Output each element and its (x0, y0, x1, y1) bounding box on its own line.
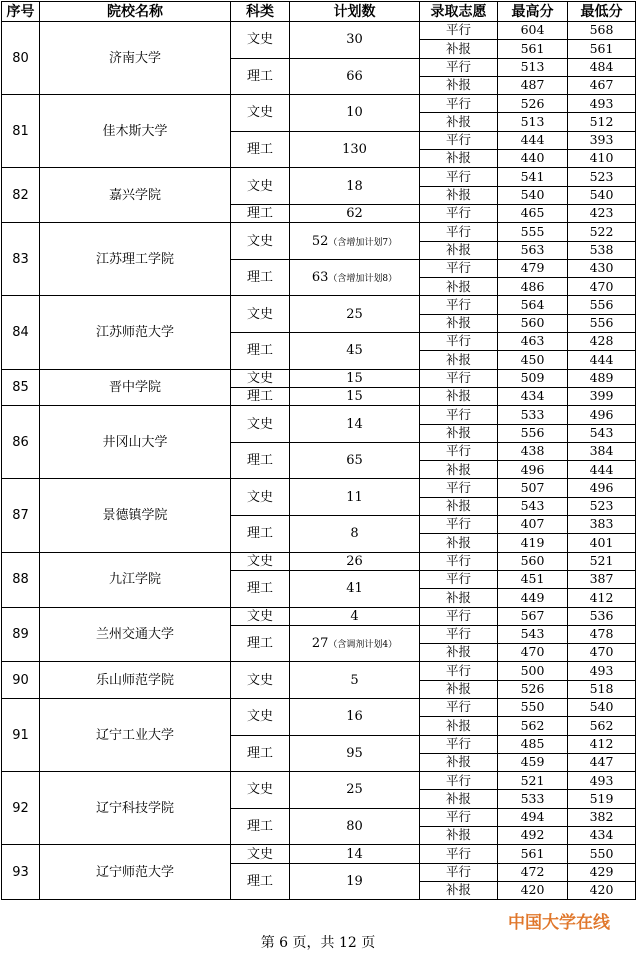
school-name: 辽宁师范大学 (40, 845, 231, 900)
plan-cell (290, 369, 420, 387)
min-score-cell: 523 (568, 168, 636, 186)
table-body (2, 22, 636, 900)
max-score-cell: 543 (498, 625, 568, 643)
category-cell: 文史 (231, 22, 290, 59)
plan-cell (290, 22, 420, 59)
max-score-cell: 440 (498, 150, 568, 168)
max-score-cell: 479 (498, 259, 568, 277)
category-cell: 理工 (231, 516, 290, 553)
category-cell: 理工 (231, 58, 290, 95)
max-score-cell: 434 (498, 387, 568, 405)
max-score-cell: 449 (498, 589, 568, 607)
choice-cell: 平行 (420, 131, 498, 149)
table-row (2, 223, 636, 241)
max-score-cell: 463 (498, 333, 568, 351)
max-score-cell: 564 (498, 296, 568, 314)
max-score-cell: 509 (498, 369, 568, 387)
choice-cell: 补报 (420, 881, 498, 899)
admission-table (1, 1, 636, 900)
choice-cell: 平行 (420, 552, 498, 570)
table-row (2, 168, 636, 186)
category-cell: 文史 (231, 168, 290, 205)
school-name: 辽宁科技学院 (40, 772, 231, 845)
plan-number: 63 (311, 270, 329, 286)
max-score-cell: 451 (498, 570, 568, 588)
min-score-cell: 423 (568, 204, 636, 222)
plan-cell (290, 863, 420, 900)
max-score-cell: 561 (498, 40, 568, 58)
category-cell: 文史 (231, 95, 290, 132)
max-score-cell: 560 (498, 552, 568, 570)
plan-cell (290, 406, 420, 443)
max-score-cell: 560 (498, 314, 568, 332)
category-cell: 文史 (231, 772, 290, 809)
max-score-cell: 526 (498, 680, 568, 698)
min-score-cell: 444 (568, 351, 636, 369)
school-seq: 92 (2, 772, 40, 845)
plan-number: 4 (350, 608, 359, 624)
choice-cell: 平行 (420, 845, 498, 863)
plan-number: 130 (342, 142, 367, 158)
school-name: 济南大学 (40, 22, 231, 95)
min-score-cell: 384 (568, 442, 636, 460)
category-cell: 理工 (231, 387, 290, 405)
min-score-cell: 430 (568, 259, 636, 277)
school-seq: 93 (2, 845, 40, 900)
max-score-cell: 550 (498, 698, 568, 716)
plan-cell (290, 607, 420, 625)
choice-cell: 平行 (420, 406, 498, 424)
max-score-cell: 486 (498, 278, 568, 296)
category-cell: 文史 (231, 369, 290, 387)
choice-cell: 补报 (420, 827, 498, 845)
table-row (2, 552, 636, 570)
min-score-cell: 518 (568, 680, 636, 698)
school-seq: 89 (2, 607, 40, 662)
plan-note: （含调剂计划4） (328, 640, 398, 651)
min-score-cell: 383 (568, 516, 636, 534)
max-score-cell: 533 (498, 790, 568, 808)
plan-number: 15 (346, 389, 363, 405)
choice-cell: 平行 (420, 735, 498, 753)
school-name: 九江学院 (40, 552, 231, 607)
min-score-cell: 429 (568, 863, 636, 881)
plan-cell (290, 662, 420, 699)
category-cell: 理工 (231, 625, 290, 662)
plan-number: 11 (346, 489, 363, 505)
table-row (2, 22, 636, 40)
plan-cell (290, 552, 420, 570)
choice-cell: 平行 (420, 333, 498, 351)
max-score-cell: 419 (498, 534, 568, 552)
school-name: 晋中学院 (40, 369, 231, 406)
school-name: 乐山师范学院 (40, 662, 231, 699)
choice-cell: 补报 (420, 278, 498, 296)
table-row (2, 296, 636, 314)
min-score-cell: 470 (568, 644, 636, 662)
category-cell: 文史 (231, 607, 290, 625)
choice-cell: 平行 (420, 570, 498, 588)
plan-number: 5 (350, 672, 359, 688)
school-name: 井冈山大学 (40, 406, 231, 479)
category-cell: 理工 (231, 333, 290, 370)
max-score-cell: 496 (498, 461, 568, 479)
max-score-cell: 450 (498, 351, 568, 369)
table-row (2, 479, 636, 497)
choice-cell: 平行 (420, 369, 498, 387)
category-cell: 理工 (231, 570, 290, 607)
school-seq: 84 (2, 296, 40, 369)
min-score-cell: 401 (568, 534, 636, 552)
min-score-cell: 420 (568, 881, 636, 899)
category-cell: 理工 (231, 204, 290, 222)
max-score-cell: 543 (498, 497, 568, 515)
plan-number: 15 (346, 370, 363, 386)
plan-number: 52 (311, 233, 329, 249)
plan-note: （含增加计划7） (328, 237, 398, 248)
table-row (2, 772, 636, 790)
max-score-cell: 465 (498, 204, 568, 222)
min-score-cell: 562 (568, 717, 636, 735)
school-name: 景德镇学院 (40, 479, 231, 552)
max-score-cell: 459 (498, 753, 568, 771)
plan-cell (290, 387, 420, 405)
choice-cell: 补报 (420, 424, 498, 442)
min-score-cell: 493 (568, 772, 636, 790)
min-score-cell: 412 (568, 735, 636, 753)
plan-number: 25 (346, 306, 363, 322)
choice-cell: 补报 (420, 680, 498, 698)
school-seq: 87 (2, 479, 40, 552)
school-seq: 88 (2, 552, 40, 607)
plan-note: （含增加计划8） (328, 274, 398, 285)
max-score-cell: 420 (498, 881, 568, 899)
table-row (2, 406, 636, 424)
plan-number: 25 (346, 782, 363, 798)
category-cell: 文史 (231, 479, 290, 516)
max-score-cell: 407 (498, 516, 568, 534)
header-max-score: 最高分 (498, 2, 568, 22)
table-row (2, 698, 636, 716)
plan-number: 45 (346, 343, 363, 359)
plan-number: 18 (346, 178, 363, 194)
plan-number: 30 (346, 32, 363, 48)
category-cell: 文史 (231, 552, 290, 570)
plan-number: 16 (346, 709, 363, 725)
max-score-cell: 541 (498, 168, 568, 186)
choice-cell: 平行 (420, 223, 498, 241)
category-cell: 理工 (231, 808, 290, 845)
choice-cell: 平行 (420, 516, 498, 534)
min-score-cell: 521 (568, 552, 636, 570)
max-score-cell: 556 (498, 424, 568, 442)
school-seq: 82 (2, 168, 40, 223)
plan-cell (290, 698, 420, 735)
choice-cell: 补报 (420, 314, 498, 332)
min-score-cell: 387 (568, 570, 636, 588)
choice-cell: 补报 (420, 497, 498, 515)
max-score-cell: 567 (498, 607, 568, 625)
min-score-cell: 434 (568, 827, 636, 845)
category-cell: 文史 (231, 662, 290, 699)
plan-cell (290, 296, 420, 333)
choice-cell: 平行 (420, 22, 498, 40)
choice-cell: 补报 (420, 790, 498, 808)
plan-number: 27 (311, 636, 329, 652)
school-seq: 91 (2, 698, 40, 771)
school-seq: 86 (2, 406, 40, 479)
min-score-cell: 493 (568, 662, 636, 680)
max-score-cell: 507 (498, 479, 568, 497)
min-score-cell: 568 (568, 22, 636, 40)
header-category: 科类 (231, 2, 290, 22)
choice-cell: 平行 (420, 168, 498, 186)
school-seq: 83 (2, 223, 40, 296)
plan-cell (290, 625, 420, 662)
choice-cell: 补报 (420, 351, 498, 369)
choice-cell: 平行 (420, 607, 498, 625)
choice-cell: 补报 (420, 40, 498, 58)
category-cell: 理工 (231, 131, 290, 168)
table-row (2, 845, 636, 863)
choice-cell: 平行 (420, 296, 498, 314)
min-score-cell: 540 (568, 186, 636, 204)
max-score-cell: 444 (498, 131, 568, 149)
min-score-cell: 399 (568, 387, 636, 405)
table-row (2, 369, 636, 387)
plan-cell (290, 808, 420, 845)
min-score-cell: 412 (568, 589, 636, 607)
min-score-cell: 512 (568, 113, 636, 131)
plan-cell (290, 845, 420, 863)
category-cell: 文史 (231, 296, 290, 333)
max-score-cell: 555 (498, 223, 568, 241)
choice-cell: 平行 (420, 625, 498, 643)
choice-cell: 补报 (420, 753, 498, 771)
choice-cell: 平行 (420, 698, 498, 716)
min-score-cell: 382 (568, 808, 636, 826)
max-score-cell: 604 (498, 22, 568, 40)
plan-cell (290, 772, 420, 809)
plan-cell (290, 259, 420, 296)
min-score-cell: 470 (568, 278, 636, 296)
choice-cell: 平行 (420, 204, 498, 222)
school-name: 江苏理工学院 (40, 223, 231, 296)
choice-cell: 平行 (420, 662, 498, 680)
choice-cell: 补报 (420, 186, 498, 204)
min-score-cell: 523 (568, 497, 636, 515)
category-cell: 文史 (231, 223, 290, 260)
choice-cell: 补报 (420, 534, 498, 552)
plan-cell (290, 168, 420, 205)
max-score-cell: 561 (498, 845, 568, 863)
plan-number: 41 (346, 581, 363, 597)
plan-number: 26 (346, 553, 363, 569)
min-score-cell: 484 (568, 58, 636, 76)
table-row (2, 95, 636, 113)
choice-cell: 补报 (420, 241, 498, 259)
plan-cell (290, 442, 420, 479)
school-name: 嘉兴学院 (40, 168, 231, 223)
watermark-logo-text: 中国大学在线 (508, 913, 610, 933)
choice-cell: 平行 (420, 259, 498, 277)
max-score-cell: 513 (498, 58, 568, 76)
choice-cell: 平行 (420, 863, 498, 881)
min-score-cell: 556 (568, 314, 636, 332)
min-score-cell: 444 (568, 461, 636, 479)
max-score-cell: 526 (498, 95, 568, 113)
plan-cell (290, 479, 420, 516)
header-school-name: 院校名称 (40, 2, 231, 22)
min-score-cell: 550 (568, 845, 636, 863)
min-score-cell: 447 (568, 753, 636, 771)
plan-cell (290, 333, 420, 370)
category-cell: 理工 (231, 259, 290, 296)
choice-cell: 补报 (420, 461, 498, 479)
max-score-cell: 533 (498, 406, 568, 424)
category-cell: 文史 (231, 845, 290, 863)
header-choice: 录取志愿 (420, 2, 498, 22)
min-score-cell: 410 (568, 150, 636, 168)
plan-number: 10 (346, 105, 363, 121)
choice-cell: 补报 (420, 717, 498, 735)
table-row (2, 662, 636, 680)
min-score-cell: 493 (568, 95, 636, 113)
plan-cell (290, 223, 420, 260)
category-cell: 理工 (231, 863, 290, 900)
choice-cell: 平行 (420, 772, 498, 790)
choice-cell: 平行 (420, 95, 498, 113)
max-score-cell: 472 (498, 863, 568, 881)
max-score-cell: 438 (498, 442, 568, 460)
plan-cell (290, 58, 420, 95)
school-seq: 90 (2, 662, 40, 699)
choice-cell: 补报 (420, 644, 498, 662)
max-score-cell: 485 (498, 735, 568, 753)
choice-cell: 平行 (420, 442, 498, 460)
plan-number: 95 (346, 745, 363, 761)
school-seq: 81 (2, 95, 40, 168)
plan-cell (290, 95, 420, 132)
max-score-cell: 487 (498, 76, 568, 94)
max-score-cell: 563 (498, 241, 568, 259)
category-cell: 理工 (231, 442, 290, 479)
table-row (2, 607, 636, 625)
max-score-cell: 513 (498, 113, 568, 131)
school-seq: 80 (2, 22, 40, 95)
choice-cell: 补报 (420, 76, 498, 94)
min-score-cell: 496 (568, 406, 636, 424)
category-cell: 文史 (231, 698, 290, 735)
choice-cell: 平行 (420, 808, 498, 826)
min-score-cell: 561 (568, 40, 636, 58)
choice-cell: 补报 (420, 589, 498, 607)
plan-number: 19 (346, 873, 363, 889)
plan-number: 66 (346, 68, 363, 84)
school-seq: 85 (2, 369, 40, 406)
min-score-cell: 489 (568, 369, 636, 387)
max-score-cell: 500 (498, 662, 568, 680)
max-score-cell: 494 (498, 808, 568, 826)
plan-cell (290, 735, 420, 772)
choice-cell: 补报 (420, 113, 498, 131)
plan-cell (290, 570, 420, 607)
plan-number: 65 (346, 453, 363, 469)
min-score-cell: 496 (568, 479, 636, 497)
choice-cell: 平行 (420, 58, 498, 76)
min-score-cell: 536 (568, 607, 636, 625)
min-score-cell: 556 (568, 296, 636, 314)
plan-cell (290, 516, 420, 553)
max-score-cell: 521 (498, 772, 568, 790)
min-score-cell: 519 (568, 790, 636, 808)
choice-cell: 平行 (420, 479, 498, 497)
max-score-cell: 470 (498, 644, 568, 662)
choice-cell: 补报 (420, 387, 498, 405)
school-name: 江苏师范大学 (40, 296, 231, 369)
choice-cell: 补报 (420, 150, 498, 168)
category-cell: 文史 (231, 406, 290, 443)
plan-number: 80 (346, 819, 363, 835)
plan-number: 14 (346, 416, 363, 432)
plan-cell (290, 131, 420, 168)
plan-number: 8 (350, 526, 359, 542)
category-cell: 理工 (231, 735, 290, 772)
plan-cell (290, 204, 420, 222)
header-plan: 计划数 (290, 2, 420, 22)
plan-number: 62 (346, 206, 363, 222)
min-score-cell: 478 (568, 625, 636, 643)
min-score-cell: 393 (568, 131, 636, 149)
max-score-cell: 540 (498, 186, 568, 204)
min-score-cell: 428 (568, 333, 636, 351)
min-score-cell: 522 (568, 223, 636, 241)
school-name: 佳木斯大学 (40, 95, 231, 168)
min-score-cell: 540 (568, 698, 636, 716)
min-score-cell: 543 (568, 424, 636, 442)
school-name: 兰州交通大学 (40, 607, 231, 662)
school-name: 辽宁工业大学 (40, 698, 231, 771)
min-score-cell: 467 (568, 76, 636, 94)
page-footer: 第 6 页，共 12 页 (260, 935, 376, 951)
plan-number: 14 (346, 846, 363, 862)
max-score-cell: 492 (498, 827, 568, 845)
min-score-cell: 538 (568, 241, 636, 259)
max-score-cell: 562 (498, 717, 568, 735)
header-row (2, 2, 636, 22)
header-seq: 序号 (2, 2, 40, 22)
header-min-score: 最低分 (568, 2, 636, 22)
